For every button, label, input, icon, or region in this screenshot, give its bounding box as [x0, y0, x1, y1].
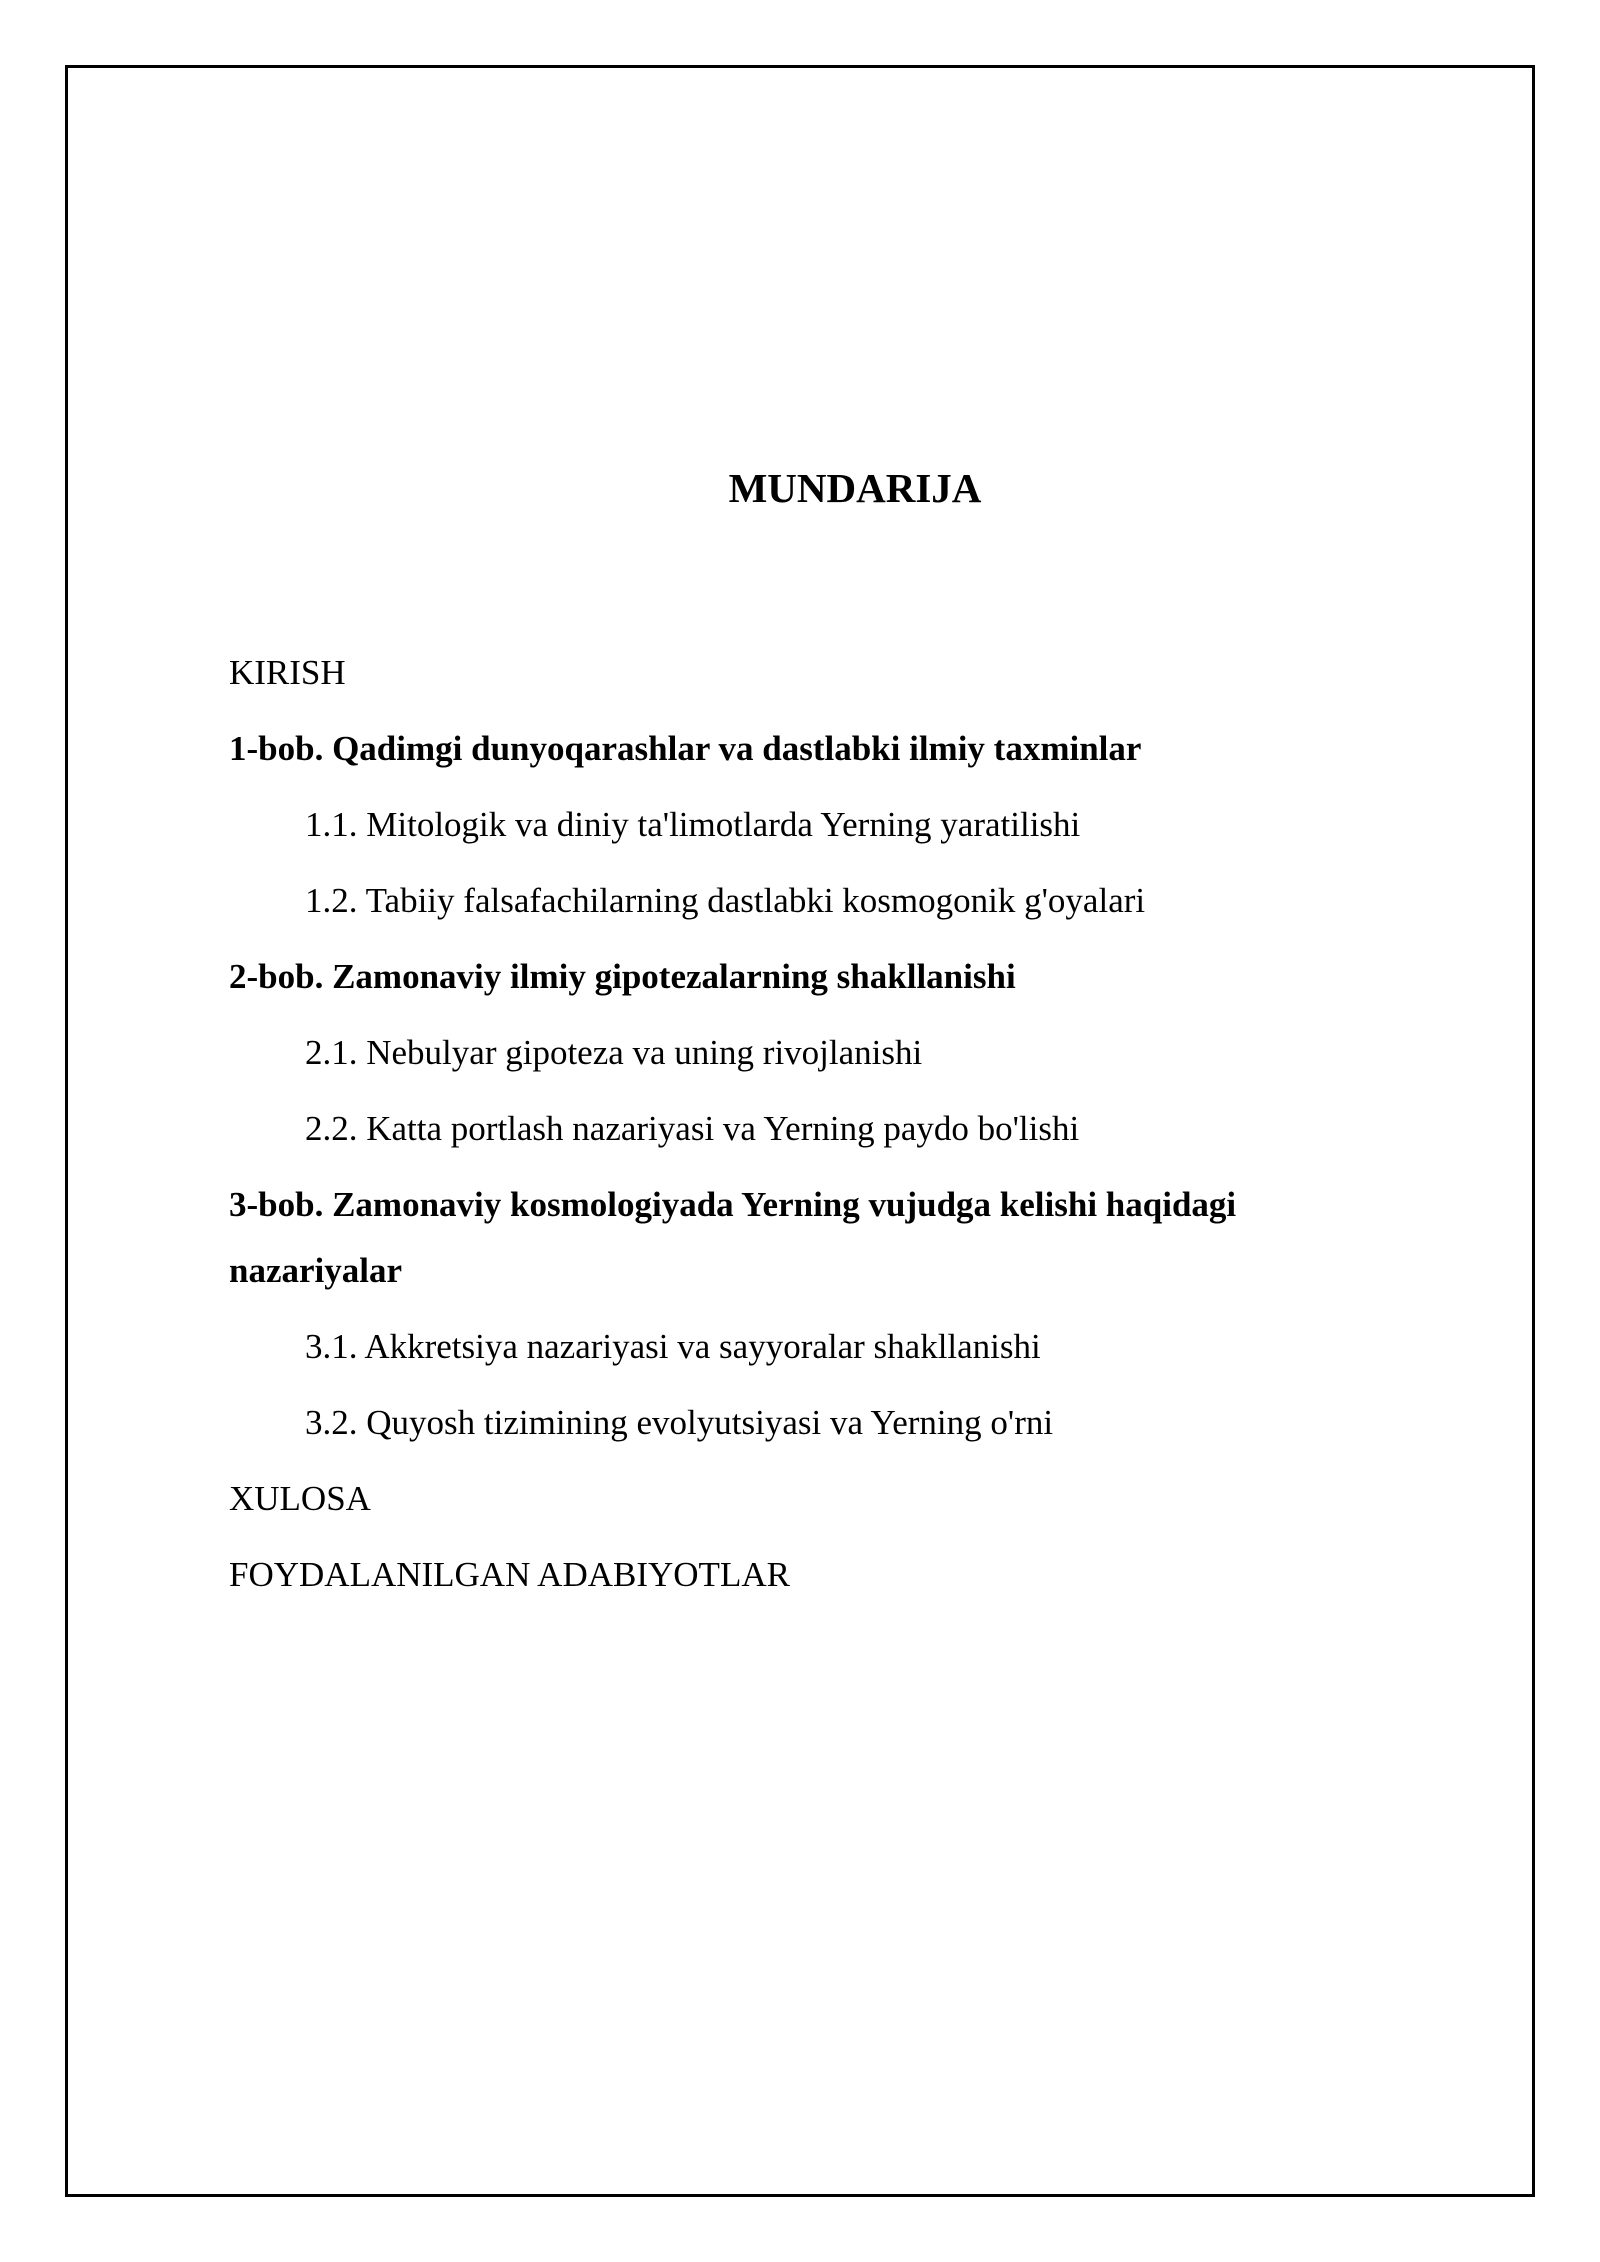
toc-section-3-2: 3.2. Quyosh tizimining evolyutsiyasi va Yerning o'rni [305, 1403, 1054, 1442]
toc-entry-conclusion: XULOSA [229, 1479, 371, 1518]
toc-section-2-2: 2.2. Katta portlash nazariyasi va Yerning paydo bo'lishi [305, 1109, 1080, 1148]
toc-section-1-1: 1.1. Mitologik va diniy ta'limotlarda Yerning yaratilishi [305, 805, 1081, 844]
page-title: MUNDARIJA [728, 465, 982, 511]
toc-section-1-2: 1.2. Tabiiy falsafachilarning dastlabki kosmogonik g'oyalari [305, 881, 1146, 920]
toc-section-2-1: 2.1. Nebulyar gipoteza va uning rivojlanishi [305, 1033, 923, 1072]
toc-section-3-1: 3.1. Akkretsiya nazariyasi va sayyoralar shakllanishi [305, 1327, 1041, 1366]
table-of-contents [229, 640, 1369, 1618]
toc-chapter-3: 3-bob. Zamonaviy kosmologiyada Yerning vujudga kelishi haqidagi nazariyalar [229, 1185, 1237, 1290]
toc-chapter-1: 1-bob. Qadimgi dunyoqarashlar va dastlabki ilmiy taxminlar [229, 729, 1142, 768]
toc-entry-introduction: KIRISH [229, 653, 346, 692]
toc-entry-references: FOYDALANILGAN ADABIYOTLAR [229, 1555, 790, 1594]
toc-chapter-2: 2-bob. Zamonaviy ilmiy gipotezalarning shakllanishi [229, 957, 1016, 996]
